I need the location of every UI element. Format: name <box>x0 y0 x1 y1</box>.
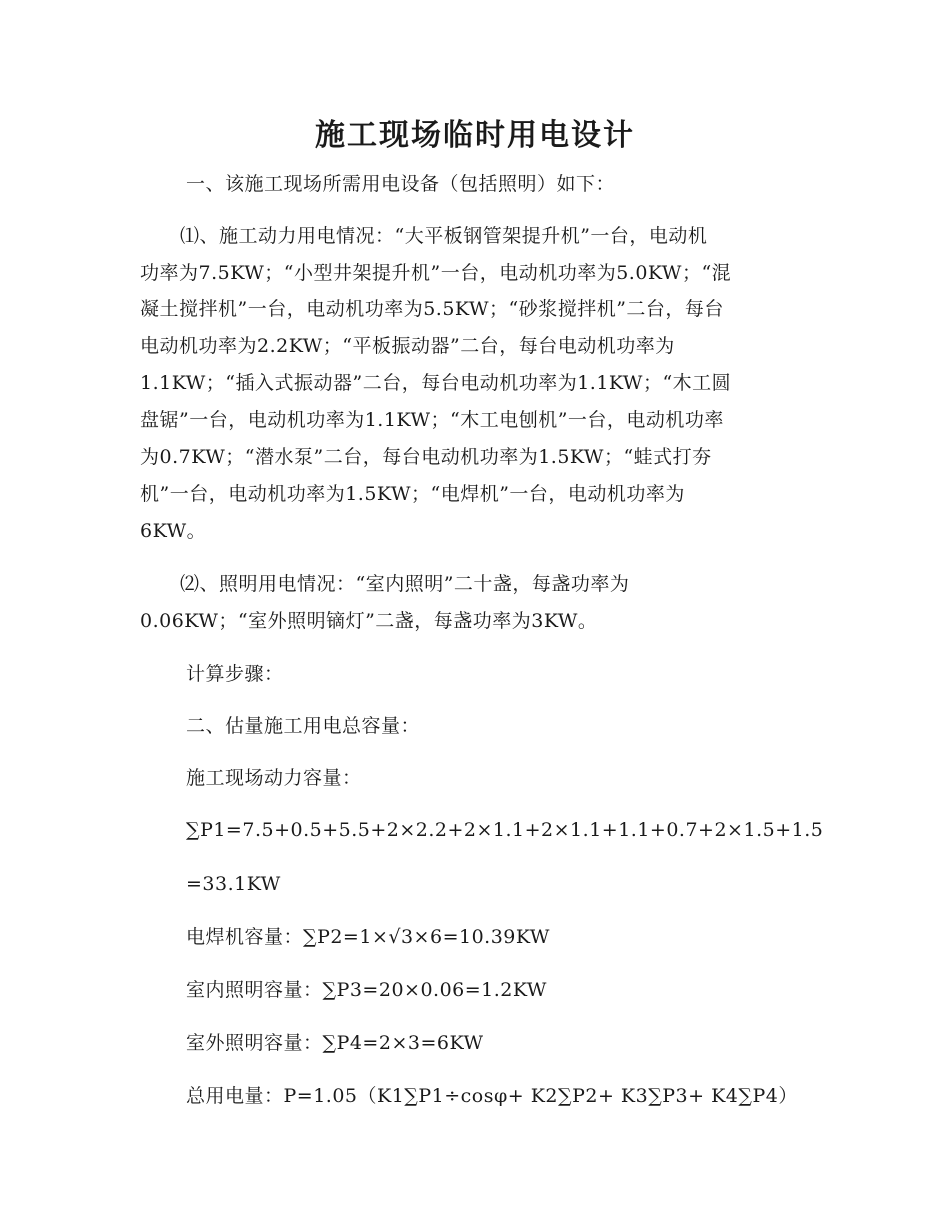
para1-line: 6KW。 <box>140 520 207 542</box>
calc-steps-label: 计算步骤： <box>186 663 284 685</box>
section-heading-1: 一、该施工现场所需用电设备（包括照明）如下： <box>186 173 616 195</box>
para1-line: 功率为7.5KW；“小型井架提升机”一台，电动机功率为5.0KW；“混 <box>140 262 732 284</box>
para1-line: 为0.7KW；“潜水泵”二台，每台电动机功率为1.5KW；“蛙式打夯 <box>140 446 712 468</box>
outdoor-lighting-formula: 室外照明容量：∑P4=2×3=6KW <box>186 1032 484 1054</box>
section-heading-2: 二、估量施工用电总容量： <box>186 715 421 737</box>
para1-line: 1.1KW；“插入式振动器”二台，每台电动机功率为1.1KW；“木工圆 <box>140 372 732 394</box>
para2-line: 0.06KW；“室外照明镝灯”二盏，每盏功率为3KW。 <box>140 610 598 632</box>
para1-line: ⑴、施工动力用电情况：“大平板钢管架提升机”一台，电动机 <box>180 225 708 247</box>
power-capacity-label: 施工现场动力容量： <box>186 767 362 789</box>
total-power-formula: 总用电量：P=1.05（K1∑P1÷cosφ+ K2∑P2+ K3∑P3+ K4∑P4） <box>186 1085 798 1107</box>
sum-p1-formula: ∑P1=7.5+0.5+5.5+2×2.2+2×1.1+2×1.1+1.1+0.7+2×1.5+1.5 <box>186 819 824 841</box>
para2-line: ⑵、照明用电情况：“室内照明”二十盏，每盏功率为 <box>180 573 630 595</box>
indoor-lighting-formula: 室内照明容量：∑P3=20×0.06=1.2KW <box>186 979 547 1001</box>
welder-capacity-formula: 电焊机容量：∑P2=1×√3×6=10.39KW <box>186 926 550 948</box>
para1-line: 凝土搅拌机”一台，电动机功率为5.5KW；“砂浆搅拌机”二台，每台 <box>140 298 724 320</box>
para1-line: 盘锯”一台，电动机功率为1.1KW；“木工电刨机”一台，电动机功率 <box>140 409 724 431</box>
sum-p1-result: =33.1KW <box>186 873 281 895</box>
para1-line: 机”一台，电动机功率为1.5KW；“电焊机”一台，电动机功率为 <box>140 483 685 505</box>
document-title: 施工现场临时用电设计 <box>315 118 635 153</box>
para1-line: 电动机功率为2.2KW；“平板振动器”二台，每台电动机功率为 <box>140 335 675 357</box>
